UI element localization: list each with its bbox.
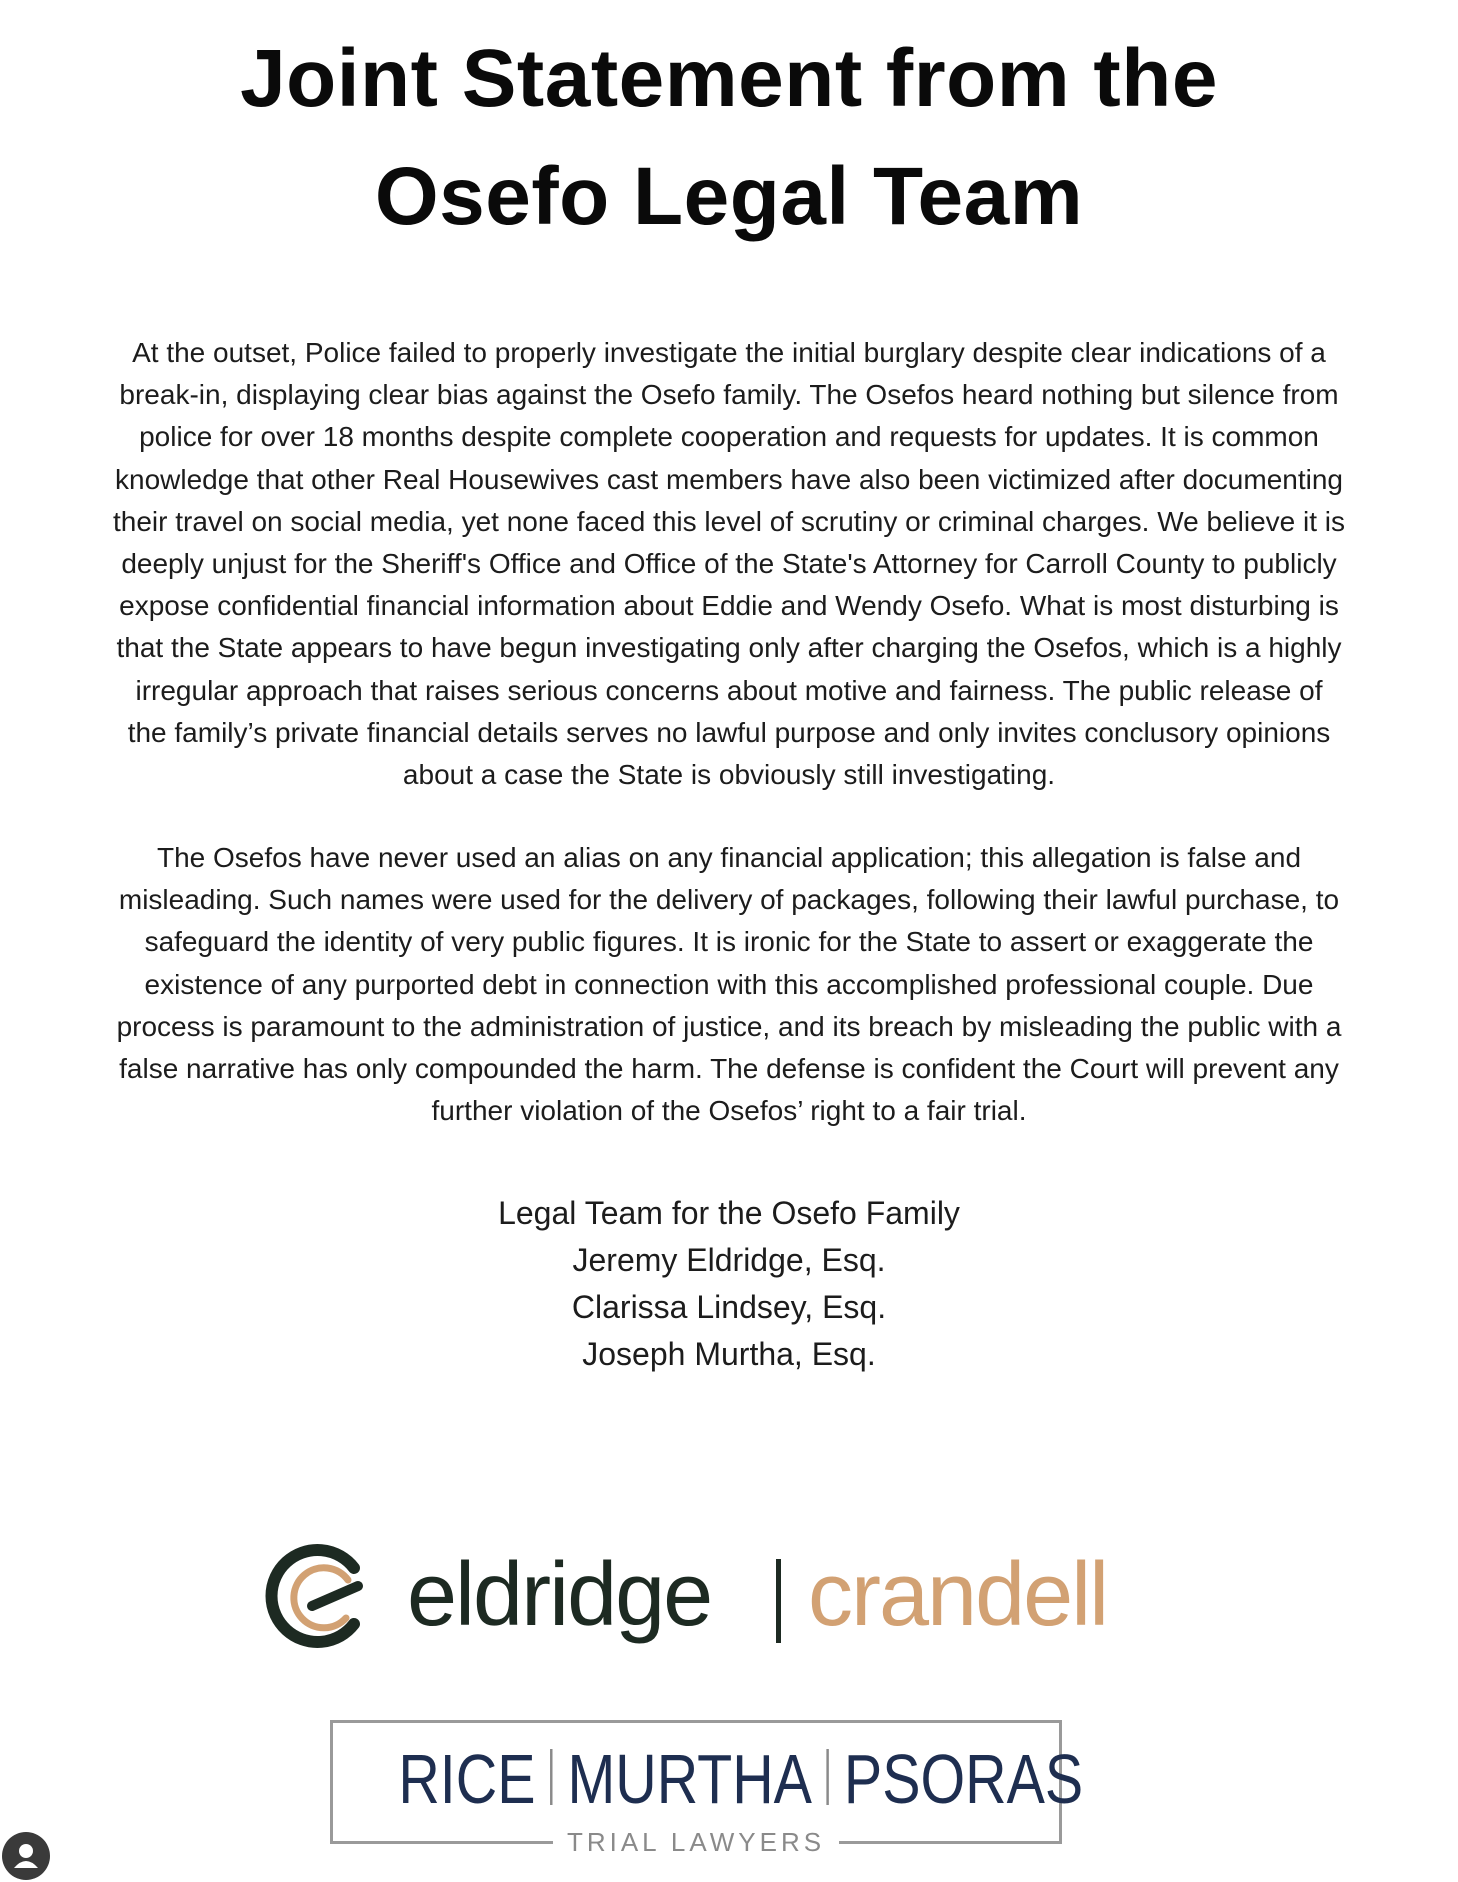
logo-name-murtha: MURTHA: [567, 1740, 812, 1818]
paragraph-line: police for over 18 months despite complete cooperation and requests for updates. It is common: [139, 421, 1319, 453]
signature-block: [0, 1190, 1458, 1378]
signature-attorney: Jeremy Eldridge, Esq.: [572, 1242, 886, 1278]
paragraph-line: The Osefos have never used an alias on any financial application; this allegation is false and: [156, 842, 1302, 873]
logo-separator: [550, 1749, 552, 1805]
user-avatar-icon[interactable]: [2, 1832, 50, 1880]
ec-monogram-icon: [262, 1540, 374, 1652]
person-icon: [2, 1832, 50, 1880]
paragraph-line: the family’s private financial details serves no lawful purpose and only invites conclusory opinions: [127, 716, 1331, 748]
paragraph-line: further violation of the Osefos’ right to a fair trial.: [431, 1095, 1027, 1127]
paragraph-line: their travel on social media, yet none faced this level of scrutiny or criminal charges. We believe it is: [112, 505, 1346, 537]
paragraph-line: knowledge that other Real Housewives cast members have also been victimized after documenting: [115, 463, 1343, 495]
logo-tagline: TRIAL LAWYERS: [553, 1827, 839, 1857]
title-line-1: Joint Statement from the: [240, 33, 1218, 124]
paragraph-line: process is paramount to the administration of justice, and its breach by misleading the public with a: [116, 1010, 1342, 1042]
paragraph-line: At the outset, Police failed to properly investigate the initial burglary despite clear indications of a: [132, 337, 1326, 368]
paragraph-line: irregular approach that raises serious concerns about motive and fairness. The public release of: [135, 674, 1323, 706]
paragraph-line: expose confidential financial information about Eddie and Wendy Osefo. What is most disturbing is: [119, 590, 1339, 622]
paragraph-line: deeply unjust for the Sheriff's Office and Office of the State's Attorney for Carroll County to publicly: [121, 548, 1337, 580]
logo-tagline-wrap: [333, 1827, 1059, 1857]
paragraph-line: that the State appears to have begun investigating only after charging the Osefos, which is a highly: [116, 632, 1342, 664]
paragraph-line: break-in, displaying clear bias against the Osefo family. The Osefos heard nothing but silence from: [119, 379, 1339, 411]
paragraph-line: safeguard the identity of very public figures. It is ironic for the State to assert or exaggerate the: [144, 926, 1314, 958]
logo-name-psoras: PSORAS: [843, 1740, 1084, 1818]
paragraph-line: about a case the State is obviously still investigating.: [402, 759, 1056, 791]
paragraph-line: false narrative has only compounded the harm. The defense is confident the Court will prevent any: [119, 1053, 1339, 1085]
paragraph-line: existence of any purported debt in connection with this accomplished professional couple. Due: [144, 968, 1314, 1000]
signature-team: Legal Team for the Osefo Family: [498, 1195, 960, 1231]
signature-attorney: Clarissa Lindsey, Esq.: [571, 1289, 887, 1325]
eldridge-crandell-logo: [262, 1535, 1162, 1655]
logo-name-rice: RICE: [398, 1740, 536, 1818]
logo-word-eldridge: eldridge: [407, 1545, 712, 1645]
logo-word-crandell: crandell: [808, 1545, 1108, 1645]
logo-separator: [827, 1749, 829, 1805]
signature-attorney: Joseph Murtha, Esq.: [582, 1336, 876, 1372]
statement-paragraph-2: [40, 837, 1418, 1132]
rice-murtha-psoras-logo: [330, 1720, 1084, 1857]
logo-divider: [776, 1559, 781, 1643]
page-title: [0, 20, 1458, 256]
statement-paragraph-1: [40, 332, 1418, 796]
logo-firm-names: [398, 1740, 1084, 1818]
paragraph-line: misleading. Such names were used for the delivery of packages, following their lawful purchase, to: [118, 884, 1340, 916]
title-line-2: Osefo Legal Team: [374, 151, 1084, 242]
